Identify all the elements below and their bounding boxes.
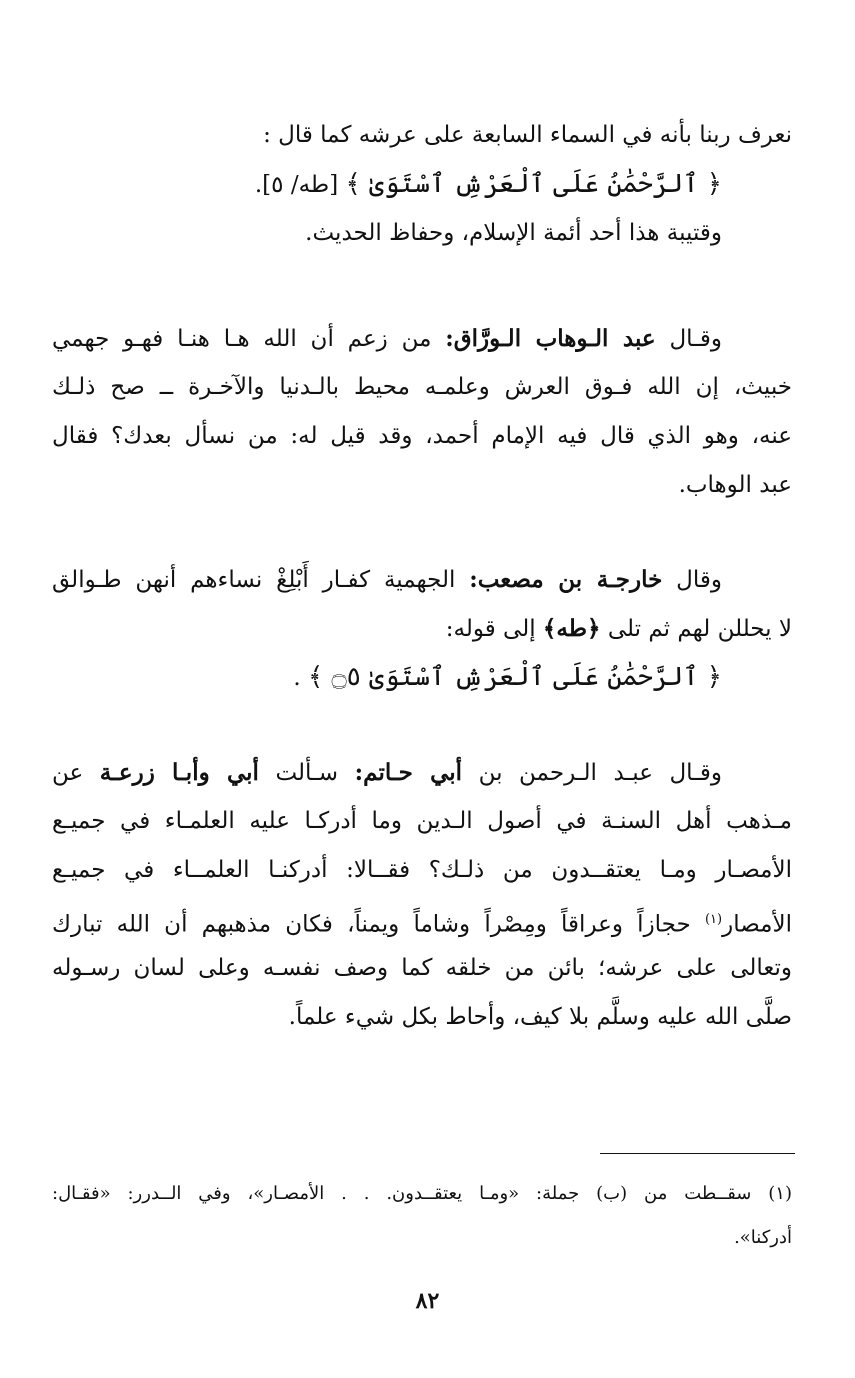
sura-name: ﴿طه﴾ — [542, 615, 601, 642]
paragraph-abi-hatim — [52, 748, 792, 1042]
text-line: لا يحللن لهم ثم تلى ﴿طه﴾ إلى قوله: — [445, 615, 792, 642]
text-line: خبيث، إن الله فـوق العرش وعلمـه محيط بالـدنيا والآخـرة ــ صح ذلـك — [52, 374, 792, 400]
text-line: صلَّى الله عليه وسلَّم بلا كيف، وأحاط بكل شيء علماً. — [288, 1004, 792, 1030]
footnote-marker[interactable]: (١) — [704, 912, 723, 927]
text-line: عبد الوهاب. — [678, 472, 792, 498]
page-number: ٨٢ — [415, 1288, 440, 1314]
quran-verse: ﴿ ٱلرَّحْمَٰنُ عَلَى ٱلْعَرْشِ ٱسْتَوَىٰ ﴾ — [345, 169, 722, 199]
paragraph-warraq — [52, 314, 792, 510]
scholar-name: خارجـة بن مصعب: — [469, 566, 663, 593]
text-line: وتعالى على عرشه؛ بائن من خلقه كما وصف نفسـه وعلى لسان رسـوله — [52, 955, 792, 981]
main-text — [52, 111, 792, 258]
text-line: وقال خارجـة بن مصعب: الجهمية كفـار أَبْلِغْ نساءهم أنهن طـوالق — [52, 566, 722, 593]
text-line: وقتيبة هذا أحد أئمة الإسلام، وحفاظ الحديث. — [305, 220, 722, 246]
text-line — [52, 160, 792, 209]
text-line: مـذهب أهل السنـة في أصول الـدين وما أدركـا عليه العلمـاء في جميـع — [52, 808, 792, 834]
quran-verse: ﴿ ٱلرَّحْمَٰنُ عَلَى ٱلْعَرْشِ ٱسْتَوَىٰ ۝٥ ﴾ — [308, 662, 722, 692]
footnote-divider — [600, 1153, 795, 1154]
footnote — [52, 1172, 792, 1260]
text-line: ﴿ ٱلرَّحْمَٰنُ عَلَى ٱلْعَرْشِ ٱسْتَوَىٰ ۝٥ ﴾ . — [293, 662, 722, 692]
text-line: الأمصار$^{(١)}$ حجازاً وعراقاً ومِصْراً وشاماً ويمناً، فكان مذهبهم أن الله تبارك — [52, 911, 792, 938]
footnote-line: (١) سقــطت من (ب) جملة: «ومـا يعتقــدون. . . الأمصـار»، وفي الــدرر: «فقـال: — [52, 1183, 792, 1204]
scholar-name: أبي وأبـا زرعـة — [99, 759, 259, 786]
text-line: عنه، وهو الذي قال فيه الإمام أحمد، وقد قيل له: من نسأل بعدك؟ فقال — [52, 423, 792, 449]
text-line: وقـال عبـد الـرحمن بن أبي حـاتم: سـألت أبي وأبـا زرعـة عن — [52, 759, 723, 786]
footnote-line: أدركنا». — [734, 1227, 792, 1248]
text-line: نعرف ربنا بأنه في السماء السابعة على عرشه كما قال : — [263, 122, 792, 148]
scholar-name: أبي حـاتم: — [354, 759, 463, 786]
text-line: وقـال عبد الـوهاب الـورَّاق: من زعم أن الله هـا هنـا فهـو جهمي — [52, 325, 723, 352]
text-line: الأمصـار ومـا يعتقــدون من ذلـك؟ فقــالا: أدركنـا العلمــاء في جميـع — [52, 857, 792, 883]
scholar-name: عبد الـوهاب الـورَّاق: — [445, 325, 656, 352]
verse-reference: [طه/ ٥]. — [254, 172, 339, 198]
paragraph-kharija — [52, 555, 792, 702]
footnote-number: (١) — [768, 1183, 792, 1204]
